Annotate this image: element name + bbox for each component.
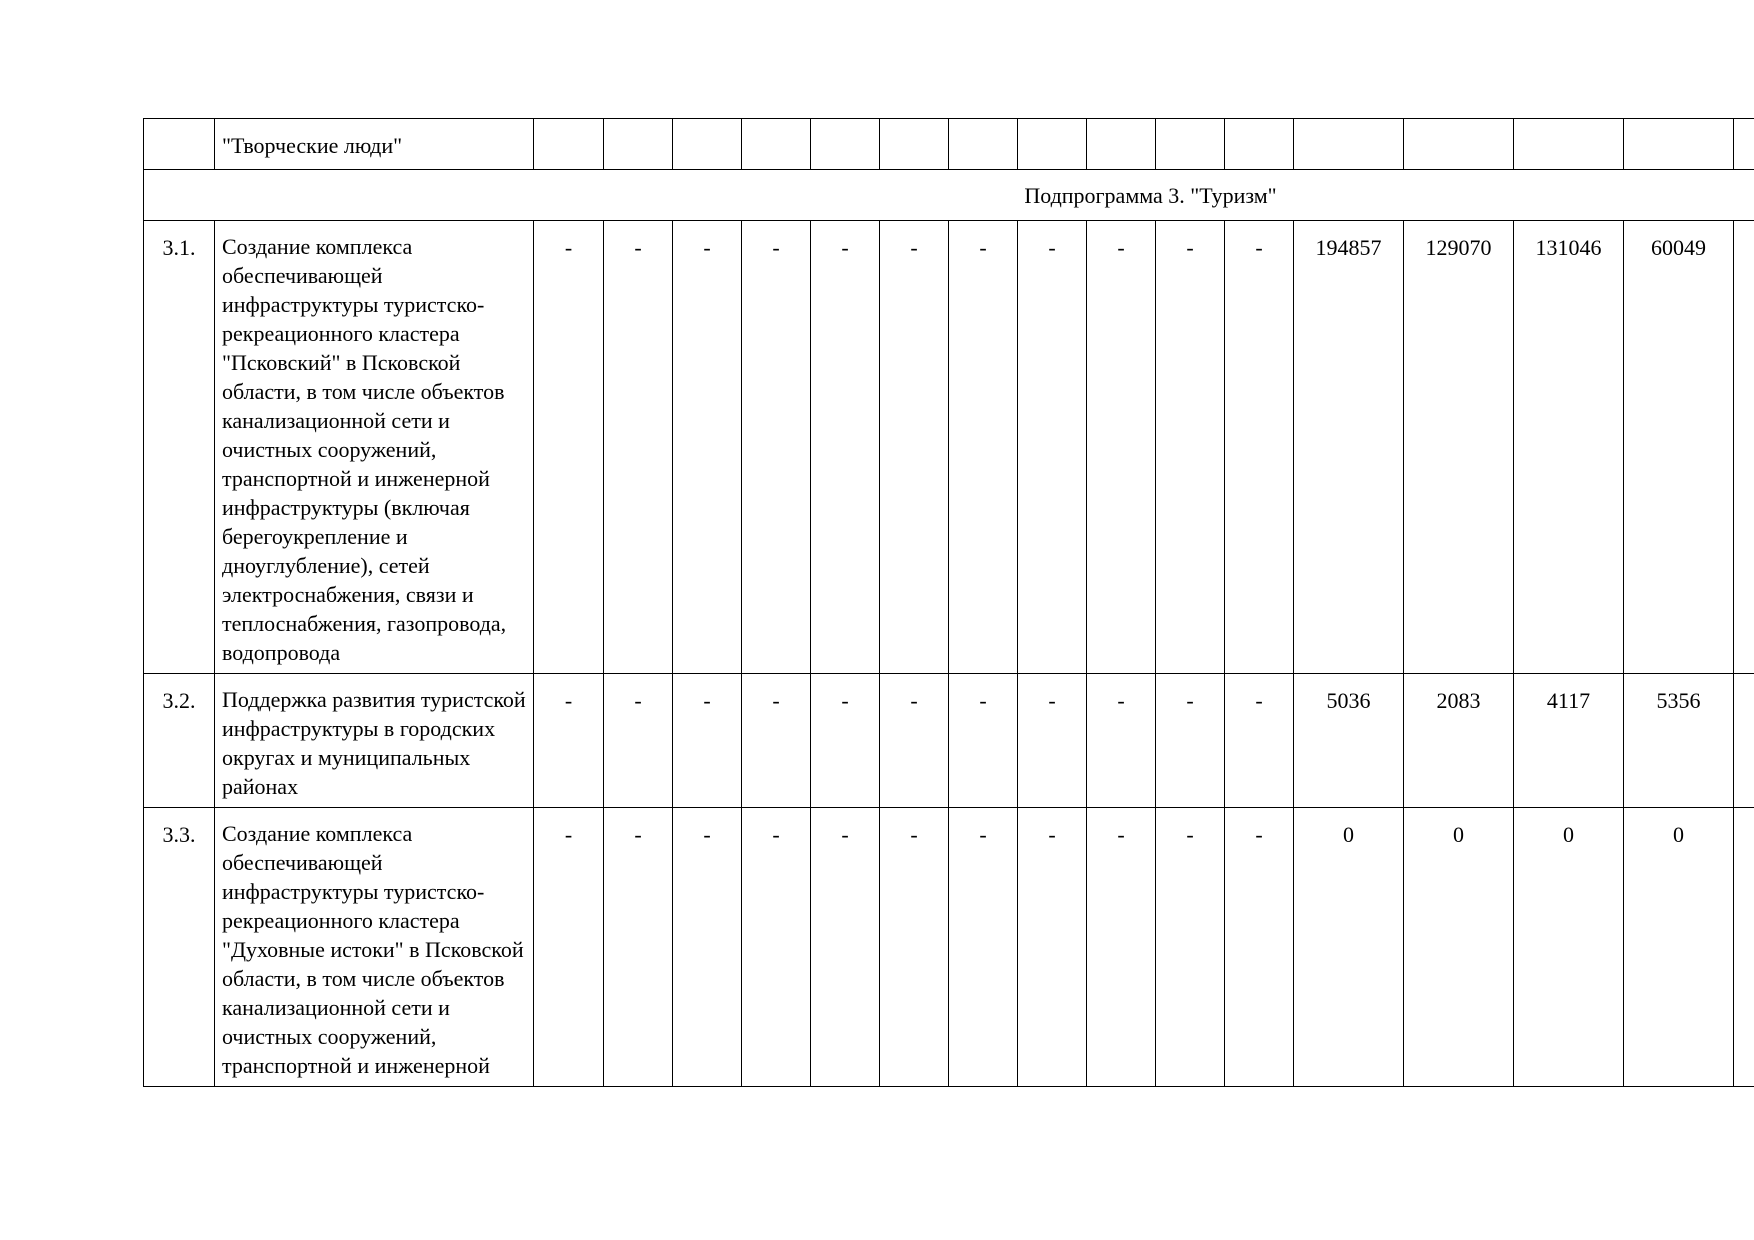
value-cell: 4117 <box>1514 674 1624 808</box>
dash-cell: - <box>604 221 673 674</box>
dash-cell: - <box>1225 221 1294 674</box>
empty-cell <box>1734 674 1754 808</box>
data-table <box>143 118 1754 1087</box>
dash-cell: - <box>880 808 949 1087</box>
dash-cell: - <box>1156 221 1225 674</box>
table-row <box>144 674 1754 808</box>
dash-cell: - <box>949 808 1018 1087</box>
dash-cell: - <box>880 674 949 808</box>
empty-cell <box>1734 808 1754 1087</box>
value-cell: 0 <box>1624 808 1734 1087</box>
subprogram-title-cell <box>144 170 1754 221</box>
value-cell: 131046 <box>1514 221 1624 674</box>
dash-cell: - <box>742 808 811 1087</box>
table-row <box>144 221 1754 674</box>
row-name: Создание комплекса обеспечивающей инфраструктуры туристско-рекреационного кластера "Духовные истоки" в Псковской области, в том числе объектов канализационной сети и очистных сооружений, транспортной и инженерной <box>215 808 534 1087</box>
dash-cell: - <box>811 808 880 1087</box>
dash-cell: - <box>534 808 604 1087</box>
name-cell: "Творческие люди" <box>215 119 534 170</box>
subprogram-title: Подпрограмма 3. "Туризм" <box>1024 182 1277 208</box>
dash-cell: - <box>1087 674 1156 808</box>
dash-cell: - <box>1225 674 1294 808</box>
table-row-continuation <box>144 119 1754 170</box>
empty-cell <box>1734 221 1754 674</box>
value-cell: 194857 <box>1294 221 1404 674</box>
dash-cell: - <box>880 221 949 674</box>
dash-cell: - <box>604 808 673 1087</box>
dash-cell: - <box>1225 808 1294 1087</box>
dash-cell: - <box>1087 808 1156 1087</box>
row-name: Создание комплекса обеспечивающей инфраструктуры туристско-рекреационного кластера "Псковский" в Псковской области, в том числе объектов канализационной сети и очистных сооружений, транспортной и инженерной инфраструктуры (включая берегоукрепление и дноуглубление), сетей электроснабжения, связи и теплоснабжения, газопровода, водопровода <box>215 221 534 674</box>
dash-cell: - <box>604 674 673 808</box>
dash-cell: - <box>673 674 742 808</box>
dash-cell: - <box>1156 808 1225 1087</box>
dash-cell: - <box>673 221 742 674</box>
num-cell <box>144 119 215 170</box>
value-cell: 0 <box>1514 808 1624 1087</box>
row-number: 3.1. <box>144 221 215 674</box>
dash-cell: - <box>811 674 880 808</box>
dash-cell: - <box>1018 808 1087 1087</box>
dash-cell: - <box>1018 674 1087 808</box>
dash-cell: - <box>534 674 604 808</box>
table-row <box>144 808 1754 1087</box>
value-cell: 5036 <box>1294 674 1404 808</box>
dash-cell: - <box>1018 221 1087 674</box>
dash-cell: - <box>742 221 811 674</box>
dash-cell: - <box>1156 674 1225 808</box>
dash-cell: - <box>949 674 1018 808</box>
value-cell: 60049 <box>1624 221 1734 674</box>
row-number: 3.3. <box>144 808 215 1087</box>
dash-cell: - <box>811 221 880 674</box>
dash-cell: - <box>949 221 1018 674</box>
row-name: Поддержка развития туристской инфраструктуры в городских округах и муниципальных районах <box>215 674 534 808</box>
dash-cell: - <box>673 808 742 1087</box>
value-cell: 129070 <box>1404 221 1514 674</box>
subprogram-header-row <box>144 170 1754 221</box>
dash-cell: - <box>1087 221 1156 674</box>
value-cell: 0 <box>1294 808 1404 1087</box>
dash-cell: - <box>742 674 811 808</box>
dash-cell: - <box>534 221 604 674</box>
row-number: 3.2. <box>144 674 215 808</box>
value-cell: 5356 <box>1624 674 1734 808</box>
value-cell: 0 <box>1404 808 1514 1087</box>
value-cell: 2083 <box>1404 674 1514 808</box>
